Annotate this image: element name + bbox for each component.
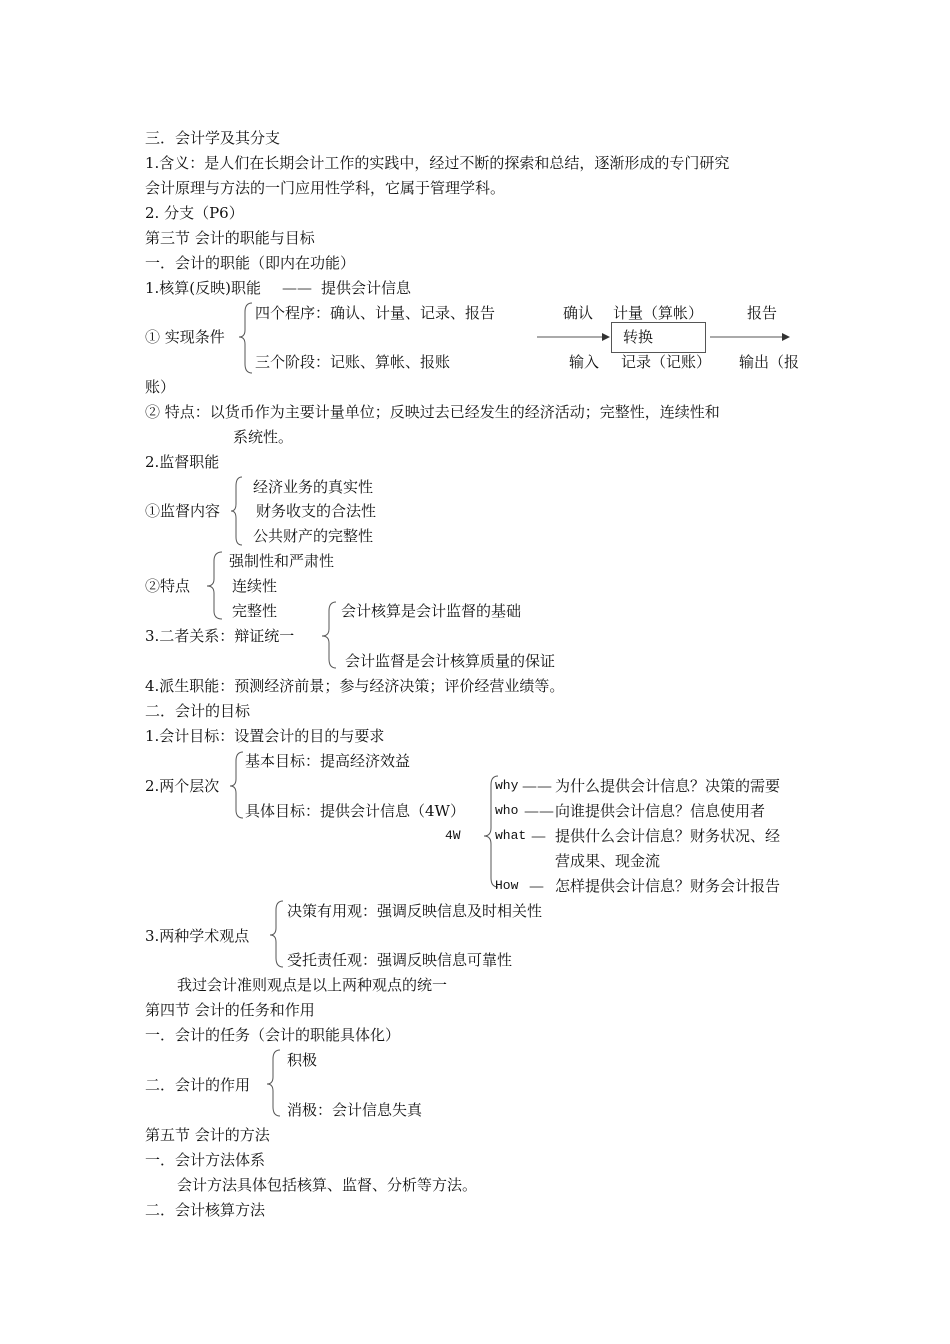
brace-roles <box>267 1050 280 1116</box>
dash-connector: —— <box>524 802 554 820</box>
list-item: 1.核算(反映)职能 <box>145 279 262 297</box>
w-value: 提供什么会计信息？财务状况、经 <box>555 827 781 845</box>
paragraph-line: 系统性。 <box>233 428 294 446</box>
brace-supervision <box>231 477 242 545</box>
w-value: 为什么提供会计信息？决策的需要 <box>555 777 781 795</box>
w-value: 怎样提供会计信息？财务会计报告 <box>555 877 781 895</box>
list-item: 财务收支的合法性 <box>256 502 377 520</box>
list-item: 决策有用观：强调反映信息及时相关性 <box>287 902 543 920</box>
flow-label: 输出（报 <box>739 353 800 371</box>
list-item: 2. 分支（P6） <box>145 204 244 222</box>
brace-views <box>270 901 283 967</box>
list-item: 2.监督职能 <box>145 453 220 471</box>
dash-connector: — <box>531 827 546 845</box>
label: 2.两个层次 <box>145 777 220 795</box>
list-item: 经济业务的真实性 <box>253 478 374 496</box>
chapter-heading: 第三节 会计的职能与目标 <box>145 229 315 247</box>
section-title: 三．会计学及其分支 <box>145 129 281 147</box>
paragraph-line: 会计原理与方法的一门应用性学科，它属于管理学科。 <box>145 179 506 197</box>
section-title: 二．会计的目标 <box>145 702 251 720</box>
list-item: 会计监督是会计核算质量的保证 <box>345 652 556 670</box>
list-item: 强制性和严肃性 <box>229 552 335 570</box>
w-key: why <box>495 778 519 793</box>
chapter-heading: 第四节 会计的任务和作用 <box>145 1001 315 1019</box>
flow-arrowhead-out <box>782 333 790 341</box>
label: 二．会计的作用 <box>145 1076 251 1094</box>
list-item: 受托责任观：强调反映信息可靠性 <box>287 951 513 969</box>
w-key: who <box>495 803 519 818</box>
paragraph-line: 1.含义：是人们在长期会计工作的实践中，经过不断的探索和总结，逐渐形成的专门研究 <box>145 154 730 172</box>
flow-label: 报告 <box>747 304 778 322</box>
flow-label: 确认 <box>563 304 594 322</box>
paragraph-line: ② 特点：以货币作为主要计量单位；反映过去已经发生的经济活动；完整性，连续性和 <box>145 403 720 421</box>
w-value: 向谁提供会计信息？信息使用者 <box>555 802 766 820</box>
list-item: 连续性 <box>232 577 278 595</box>
brace-features <box>207 552 222 619</box>
brace-relation <box>322 602 336 668</box>
label: 4W <box>445 828 461 843</box>
w-key: what <box>495 828 527 843</box>
w-value: 营成果、现金流 <box>555 852 661 870</box>
flow-label: 输入 <box>569 353 600 371</box>
label: ①监督内容 <box>145 502 221 520</box>
label: ②特点 <box>145 577 191 595</box>
list-item: 完整性 <box>232 602 278 620</box>
w-key: How <box>495 878 519 893</box>
list-item: 公共财产的完整性 <box>253 527 374 545</box>
label: 3.两种学术观点 <box>145 927 250 945</box>
section-title: 一．会计的任务（会计的职能具体化） <box>145 1026 401 1044</box>
dash-connector: — <box>529 877 544 895</box>
list-item: 积极 <box>287 1051 318 1069</box>
list-item: 三个阶段：记账、算帐、报账 <box>255 353 451 371</box>
list-item: 四个程序：确认、计量、记录、报告 <box>255 304 496 322</box>
list-item: 4.派生职能：预测经济前景；参与经济决策；评价经营业绩等。 <box>145 677 565 695</box>
chapter-heading: 第五节 会计的方法 <box>145 1126 270 1144</box>
list-item: 提供会计信息 <box>321 279 412 297</box>
dash-connector: —— <box>282 279 312 297</box>
section-title: 二．会计核算方法 <box>145 1201 266 1219</box>
label: 3.二者关系：辩证统一 <box>145 627 295 645</box>
flow-label: 计量（算帐） <box>613 304 704 322</box>
label: ① 实现条件 <box>145 328 225 346</box>
list-item: 会计核算是会计监督的基础 <box>341 602 522 620</box>
section-title: 一．会计方法体系 <box>145 1151 266 1169</box>
list-item: 具体目标：提供会计信息（4W） <box>245 802 465 820</box>
flow-label: 记录（记账） <box>621 353 712 371</box>
list-item: 消极：会计信息失真 <box>287 1101 423 1119</box>
list-item: 1.会计目标：设置会计的目的与要求 <box>145 727 385 745</box>
paragraph-line: 会计方法具体包括核算、监督、分析等方法。 <box>177 1176 478 1194</box>
flow-label: 账） <box>145 378 176 396</box>
flow-label: 转换 <box>623 328 654 346</box>
dash-connector: —— <box>522 777 552 795</box>
flow-arrowhead-in <box>602 333 610 341</box>
list-item: 基本目标：提高经济效益 <box>245 752 411 770</box>
brace-levels <box>230 752 243 818</box>
brace-conditions <box>239 303 252 373</box>
paragraph-line: 我过会计准则观点是以上两种观点的统一 <box>177 976 448 994</box>
section-title: 一．会计的职能（即内在功能） <box>145 254 356 272</box>
